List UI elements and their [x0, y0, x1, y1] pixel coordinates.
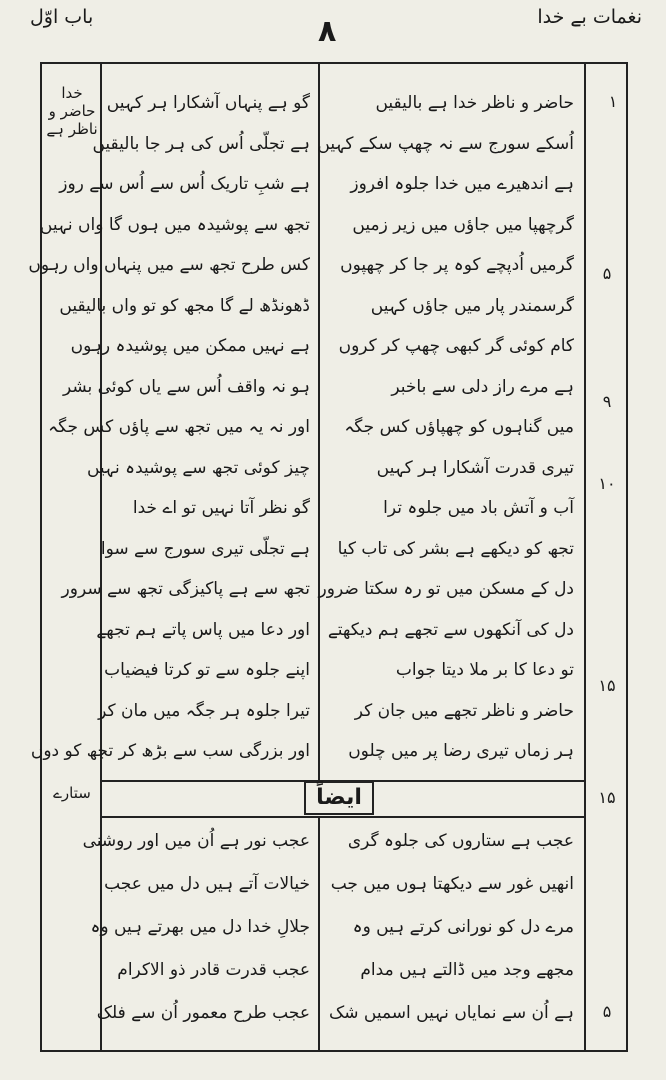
verse-line: گو ہے پنہاں آشکارا ہر کہیں: [106, 93, 310, 113]
line-number: ۵: [602, 264, 612, 283]
verse-line: ہے اندھیرے میں خدا جلوہ افروز: [350, 174, 574, 194]
verse-line: مجھے وجد میں ڈالتے ہیں مدام: [360, 960, 574, 980]
verse-line: عجب قدرت قادر ذو الاکرام: [117, 960, 310, 980]
verse-line: تجھ کو دیکھے ہے بشر کی تاب کیا: [337, 538, 574, 559]
verse-line: میں گناہوں کو چھپاؤں کس جگہ: [344, 417, 574, 437]
page-number: ۸: [318, 14, 337, 49]
chapter-heading: باب اوّل: [30, 6, 94, 28]
verse-line: ہے تجلّی اُس کی ہر جا بالیقیں: [92, 133, 310, 154]
verse-line: گرچھپا میں جاؤں میں زیر زمیں: [352, 214, 574, 235]
verse-line: عجب ہے ستاروں کی جلوہ گری: [347, 831, 574, 851]
verse-line: ہے اُن سے نمایاں نہیں اسمیں شک: [329, 1003, 574, 1023]
line-number: ۹: [602, 392, 612, 411]
verse-line: دل کی آنکھوں سے تجھے ہم دیکھتے: [327, 619, 574, 640]
verse-line: ہو نہ واقف اُس سے یاں کوئی بشر: [62, 376, 310, 397]
verse-line: کام کوئی گر کبھی چھپ کر کروں: [338, 336, 574, 356]
verse-line: گو نظر آتا نہیں تو اے خدا: [132, 498, 310, 518]
column-divider-top: [318, 62, 320, 780]
line-number: ۱۰: [598, 474, 616, 493]
section-title: ایضاً: [304, 781, 374, 815]
verse-line: مرے دل کو نورانی کرتے ہیں وہ: [352, 917, 574, 937]
verse-line: اپنے جلوہ سے تو کرتا فیضیاب: [104, 660, 310, 680]
verse-line: عجب طرح معمور اُن سے فلک: [96, 1003, 310, 1023]
verse-line: ہے مرے راز دلی سے باخبر: [391, 376, 574, 397]
line-number: ۱: [608, 92, 618, 111]
verse-line: دل کے مسکن میں تو رہ سکتا ضرور: [318, 579, 574, 599]
verse-line: اور بزرگی سب سے بڑھ کر تجھ کو دوں: [30, 741, 310, 761]
verse-line: ہے تجلّی تیری سورج سے سوا: [100, 538, 310, 559]
verse-line: اُسکے سورج سے نہ چھپ سکے کہیں: [317, 133, 574, 154]
margin-note-top: خدا حاضر و ناظر ہے: [46, 84, 98, 138]
number-divider: [584, 62, 586, 1050]
verse-line: ہر زماں تیری رضا پر میں چلوں: [348, 741, 574, 761]
verse-line: حاضر و ناظر تجھے میں جان کر: [354, 700, 574, 721]
verse-line: آب و آتش باد میں جلوہ ترا: [383, 498, 574, 518]
verse-line: ڈھونڈھ لے گا مجھ کو تو واں بالیقیں: [59, 295, 310, 316]
line-number: ۱۵: [598, 788, 616, 807]
column-divider-bottom: [318, 816, 320, 1050]
verse-line: اور دعا میں پاس پاتے ہم تجھے: [96, 619, 310, 640]
verse-line: حاضر و ناظر خدا ہے بالیقیں: [375, 93, 574, 113]
verse-line: تجھ سے پوشیدہ میں ہوں گا واں نہیں: [39, 214, 310, 235]
verse-line: چیز کوئی تجھ سے پوشیدہ نہیں: [86, 457, 310, 478]
verse-line: ہے شبِ تاریک اُس سے اُس سے روز: [59, 174, 310, 194]
line-number: ۵: [602, 1002, 612, 1021]
verse-line: گرمیں اُدپچے کوہ پر جا کر چھپوں: [340, 255, 574, 275]
margin-note-bottom: ستارے: [53, 784, 91, 802]
verse-line: گرسمندر پار میں جاؤں کہیں: [370, 295, 574, 316]
section-rule-bottom: [100, 816, 584, 818]
verse-line: تیری قدرت آشکارا ہر کہیں: [376, 457, 574, 478]
verse-line: تو دعا کا بر ملا دیتا جواب: [395, 660, 574, 680]
line-number: ۱۵: [598, 676, 616, 695]
verse-line: کس طرح تجھ سے میں پنہاں واں رہوں: [28, 255, 310, 275]
verse-line: تجھ سے ہے پاکیزگی تجھ سے سرور: [61, 579, 310, 599]
verse-line: تیرا جلوہ ہر جگہ میں مان کر: [98, 700, 310, 721]
verse-line: اور نہ یہ میں تجھ سے پاؤں کس جگہ: [48, 417, 310, 437]
verse-line: عجب نور ہے اُن میں اور روشنی: [82, 831, 310, 851]
verse-line: جلالِ خدا دل میں بھرتے ہیں وہ: [90, 917, 310, 937]
verse-line: خیالات آتے ہیں دل میں عجب: [104, 874, 310, 894]
verse-line: انھیں غور سے دیکھتا ہوں میں جب: [330, 874, 574, 894]
book-title: نغمات بے خدا: [537, 6, 642, 28]
verse-line: ہے نہیں ممکن میں پوشیدہ رہوں: [70, 336, 310, 356]
